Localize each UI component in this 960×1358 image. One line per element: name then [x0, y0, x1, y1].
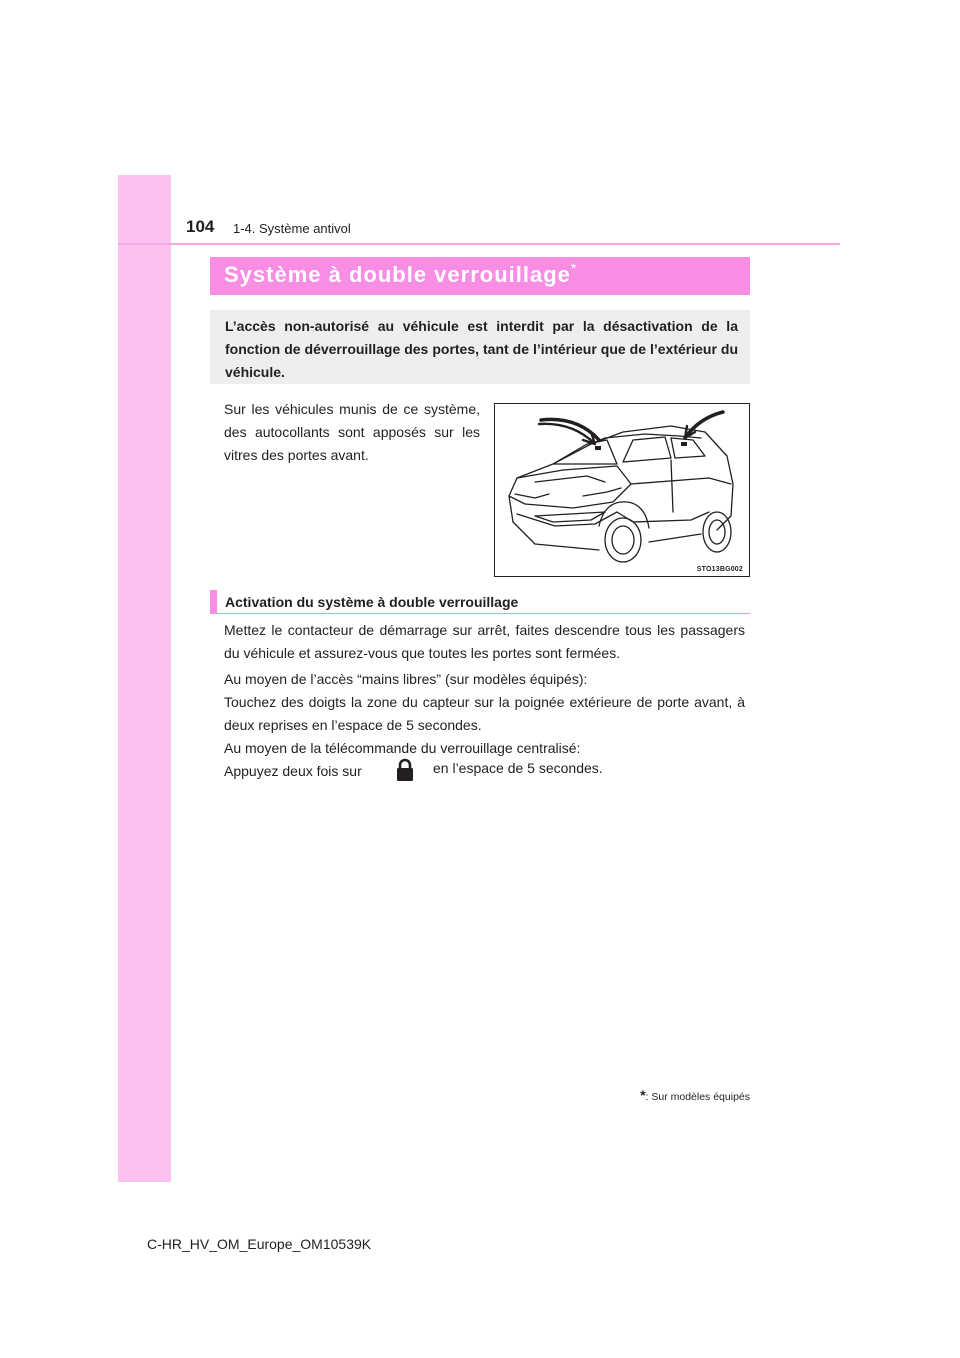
page-title-text: Système à double verrouillage — [224, 262, 571, 287]
press-instruction-start — [224, 760, 404, 783]
activation-paragraph-2 — [224, 668, 745, 760]
page-number: 104 — [186, 217, 215, 236]
activation-heading: Activation du système à double verrouillage — [210, 590, 750, 614]
press-before-text: Appuyez deux fois sur — [224, 763, 362, 779]
activation-paragraph-1 — [224, 619, 745, 665]
figure-code: STO13BG002 — [696, 566, 743, 573]
side-color-band — [118, 175, 171, 1182]
footnote-marker: * — [640, 1087, 646, 1103]
footnote-text: : Sur modèles équipés — [645, 1091, 750, 1103]
footnote — [640, 1087, 750, 1103]
remote-method: Au moyen de la télécommande du verrouillage centralisé: — [224, 740, 581, 756]
sticker-description-text: Sur les véhicules munis de ce système, des autocollants sont apposés sur les vitres des portes avant. — [224, 401, 480, 463]
lock-icon — [395, 758, 415, 782]
vehicle-illustration — [494, 403, 750, 577]
activation-paragraph-1-text: Mettez le contacteur de démarrage sur arrêt, faites descendre tous les passagers du véhicule et assurez-vous que toutes les portes sont fermées. — [224, 622, 745, 661]
document-footer: C-HR_HV_OM_Europe_OM10539K — [147, 1236, 372, 1252]
intro-box — [210, 310, 750, 384]
section-reference: 1-4. Système antivol — [233, 221, 351, 236]
page-title — [210, 257, 750, 295]
car-drawing — [495, 404, 749, 576]
intro-text: L’accès non-autorisé au véhicule est interdit par la désactivation de la fonction de déverrouillage des portes, tant de l’intérieur que de l’extérieur du véhicule. — [225, 318, 738, 380]
smart-entry-instruction: Touchez des doigts la zone du capteur sur la poignée extérieure de porte avant, à deux reprises en l’espace de 5 secondes. — [224, 694, 745, 733]
smart-entry-method: Au moyen de l’accès “mains libres” (sur modèles équipés): — [224, 671, 588, 687]
sticker-description — [224, 398, 480, 467]
press-after-text: en l’espace de 5 secondes. — [433, 760, 603, 776]
header-rule — [118, 243, 840, 245]
title-footnote-marker: * — [570, 260, 578, 276]
